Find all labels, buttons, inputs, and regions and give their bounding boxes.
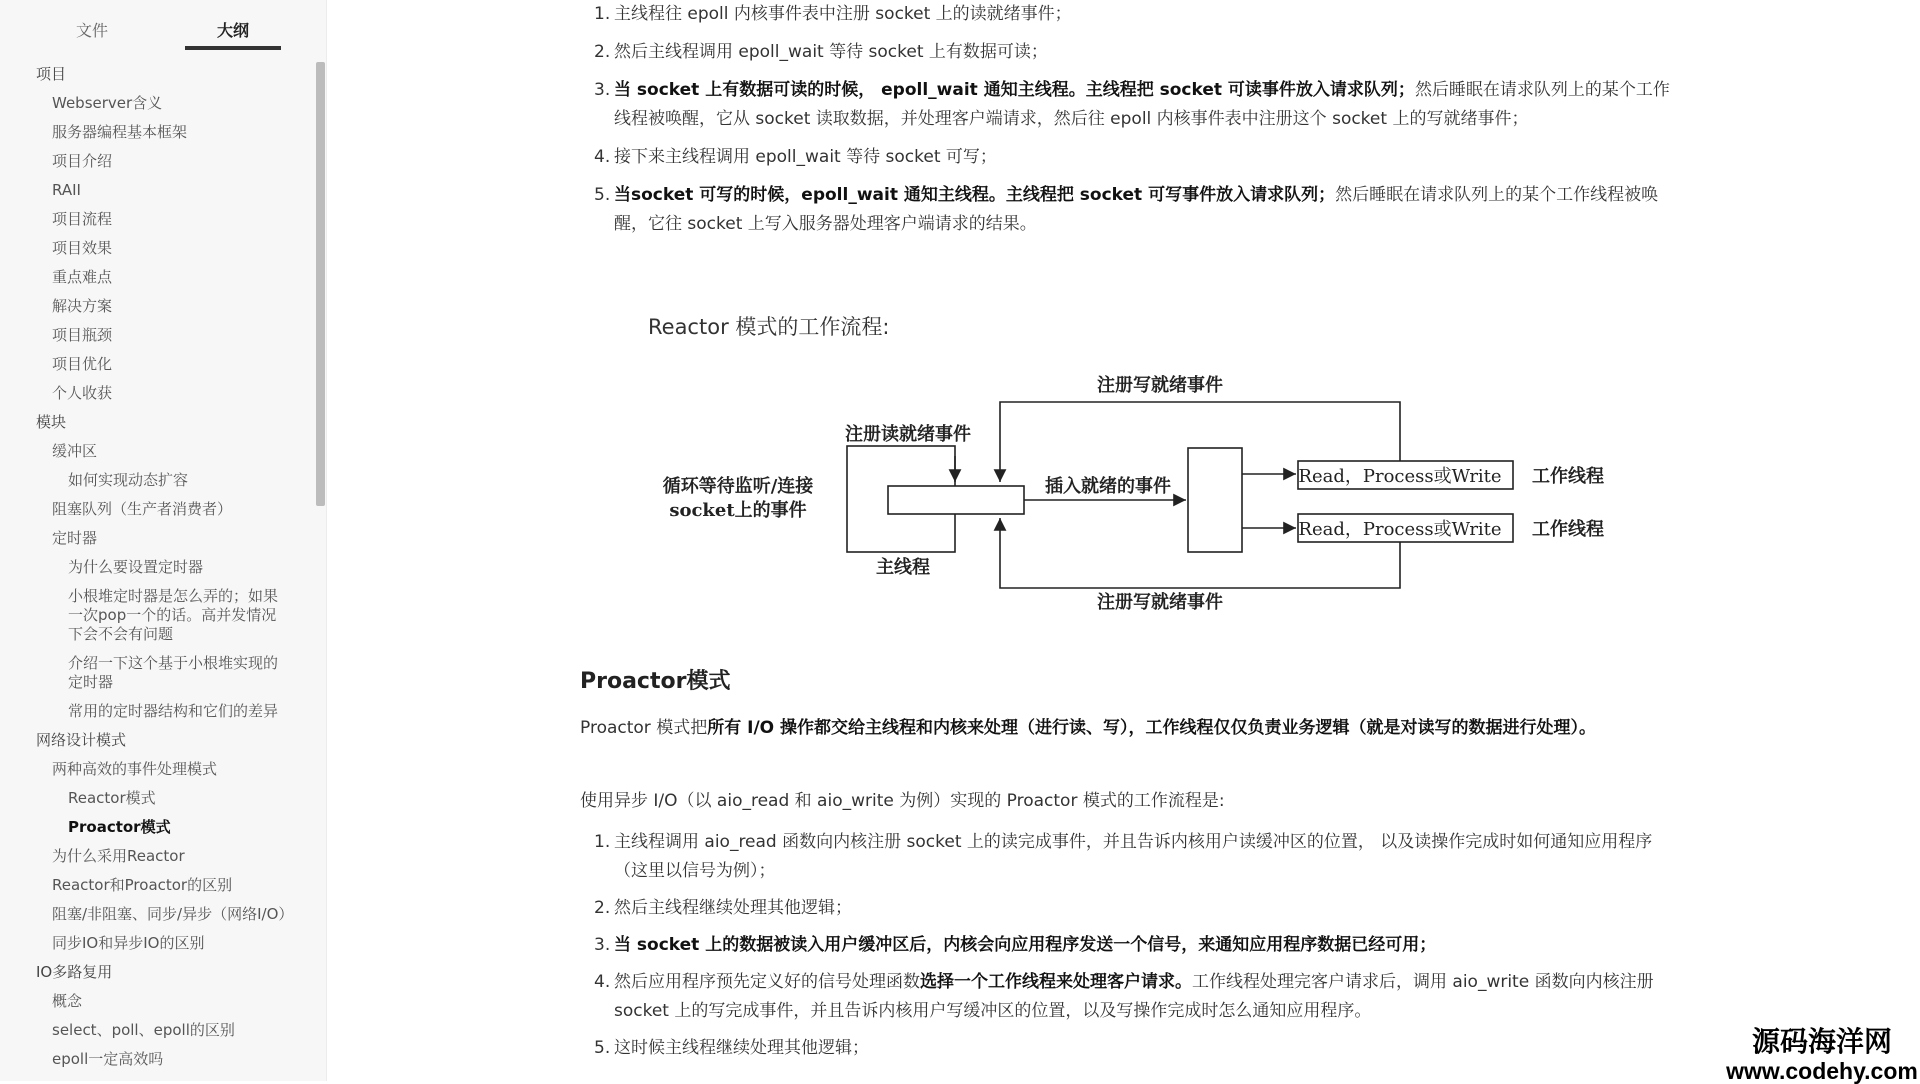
outline-list [0,60,310,1074]
outline-item[interactable]: select、poll、epoll的区别 [52,1021,235,1039]
bottom-label: 注册写就绪事件 [1097,592,1223,613]
list-item [578,968,1668,1026]
outline-item[interactable]: 两种高效的事件处理模式 [52,760,218,778]
outline-item[interactable]: 项目效果 [52,239,113,257]
list-item [578,894,1668,923]
intro-bold-text: 所有 I/O 操作都交给主线程和内核来处理（进行读、写），工作线程仅仅负责业务逻辑（就是对读写的数据进行处理）。 [707,718,1597,738]
worker-label-1: 工作线程 [1532,466,1604,487]
active-tab-indicator [185,46,281,50]
list-number: 5. [594,1038,611,1058]
list-item [578,76,1678,134]
top-label: 注册写就绪事件 [1097,375,1223,396]
outline-item[interactable]: 服务器编程基本框架 [52,123,188,141]
reactor-diagram [640,296,1640,641]
outline-item[interactable]: Webserver含义 [52,94,163,112]
outline-item[interactable]: 如何实现动态扩容 [68,471,189,489]
outline-item[interactable]: 小根堆定时器是怎么弄的；如果一次pop一个的话。高并发情况下会不会有问题 [68,587,279,643]
outline-item[interactable]: 为什么要设置定时器 [68,558,204,576]
list-item [578,181,1678,239]
outline-item[interactable]: 模块 [36,413,67,431]
list-text: 然后睡眠在请求队列上的某个工作线程被唤醒，它往 socket 上写入服务器处理客户端请求的结果。 [614,185,1659,234]
proactor-intro [580,714,1640,743]
outline-item[interactable]: 解决方案 [52,297,113,315]
diagram-caption: Reactor 模式的工作流程: [648,315,890,339]
outline-item[interactable]: 个人收获 [52,384,113,402]
outline-item[interactable]: 项目介绍 [52,152,113,170]
tab-files[interactable]: 文件 [75,21,108,40]
proactor-intro-2: 使用异步 I/O（以 aio_read 和 aio_write 为例）实现的 Proactor 模式的工作流程是: [580,791,1225,811]
worker-box-2-text: Read，Process或Write [1298,519,1502,540]
list-item [578,0,1678,29]
list-item [578,931,1668,960]
sidebar-scrollbar[interactable] [316,62,325,506]
list-number: 4. [594,972,611,992]
list-text: 然后主线程调用 epoll_wait 等待 socket 上有数据可读； [614,42,1048,62]
outline-item[interactable]: 常用的定时器结构和它们的差异 [68,702,279,720]
outline-item[interactable]: 为什么采用Reactor [52,847,185,865]
list-text: 接下来主线程调用 epoll_wait 等待 socket 可写； [614,147,997,167]
list-number: 1. [594,832,611,852]
worker-label-2: 工作线程 [1532,519,1604,540]
outline-item[interactable]: 网络设计模式 [36,731,127,749]
list-bold-text: 选择一个工作线程来处理客户请求。 [920,972,1192,992]
list-number: 2. [594,898,611,918]
list-text: 主线程调用 aio_read 函数向内核注册 socket 上的读完成事件，并且告诉内核用户读缓冲区的位置， 以及读操作完成时如何通知应用程序（这里以信号为例）； [614,832,1653,881]
list-bold-text: 当 socket 上有数据可读的时候， epoll_wait 通知主线程。主线程把 socket 可读事件放入请求队列； [614,80,1415,100]
outline-item[interactable]: Reactor和Proactor的区别 [52,876,233,894]
outline-item[interactable]: 阻塞队列（生产者消费者） [52,500,233,518]
outline-item[interactable]: 项目 [36,65,67,83]
list-item [578,1034,1668,1063]
outline-item[interactable]: 缓冲区 [52,442,98,460]
epoll-wait-box [888,486,1024,514]
main-thread-label: 主线程 [876,557,930,578]
list-bold-text: 当socket 可写的时候，epoll_wait 通知主线程。主线程把 socket 可写事件放入请求队列； [614,185,1336,205]
section-heading: Proactor模式 [580,669,731,694]
list-text: 主线程往 epoll 内核事件表中注册 socket 上的读就绪事件； [614,4,1072,24]
list-number: 2. [594,42,611,62]
list-number: 5. [594,185,611,205]
outline-item[interactable]: 概念 [52,992,83,1010]
list-bold-text: 当 socket 上的数据被读入用户缓冲区后，内核会向应用程序发送一个信号，来通知应用程序数据已经可用； [614,935,1437,955]
outline-item[interactable]: 项目优化 [52,355,113,373]
list-text: 然后睡眠在请求队列上的某个工作线程被唤醒，它从 socket 读取数据，并处理客户端请求，然后往 epoll 内核事件表中注册这个 socket 上的写就绪事件； [614,80,1670,129]
outline-item[interactable]: IO多路复用 [36,963,113,981]
list-number: 3. [594,935,611,955]
outline-item[interactable]: Reactor模式 [68,789,156,807]
outline-item[interactable]: epoll一定高效吗 [52,1050,164,1068]
outline-item[interactable]: 介绍一下这个基于小根堆实现的定时器 [68,654,279,691]
list-item [578,143,1678,172]
worker-box-1-text: Read，Process或Write [1298,466,1502,487]
outline-item[interactable]: 同步IO和异步IO的区别 [52,934,205,952]
proactor-steps [578,828,1668,1063]
outline-item[interactable]: 重点难点 [52,268,113,286]
reactor-diagram-svg [640,296,1640,641]
watermark-title: 源码海洋网 [1751,1025,1892,1058]
outline-item[interactable]: Proactor模式 [68,818,171,836]
reactor-steps [578,0,1678,239]
loop-label-1: 循环等待监听/连接 [662,476,814,497]
list-text: 然后主线程继续处理其他逻辑； [614,898,852,918]
outline-item[interactable]: 阻塞/非阻塞、同步/异步（网络I/O） [52,905,294,923]
watermark [1724,1026,1920,1084]
watermark-url: www.codehy.com [1726,1058,1918,1084]
list-item [578,828,1668,886]
loop-label-2: socket上的事件 [669,500,807,521]
request-queue-box [1188,448,1242,552]
list-text: 然后应用程序预先定义好的信号处理函数 [614,972,920,992]
outline-item[interactable]: 定时器 [52,529,98,547]
register-read-label: 注册读就绪事件 [845,424,971,445]
outline-item[interactable]: RAII [52,181,81,199]
list-number: 4. [594,147,611,167]
outline-item[interactable]: 项目瓶颈 [52,326,113,344]
outline-item[interactable]: 项目流程 [52,210,113,228]
list-text: 工作线程处理完客户请求后，调用 aio_write 函数向内核注册 socket 上的写完成事件，并且告诉内核用户写缓冲区的位置，以及写操作完成时怎么通知应用程序。 [614,972,1654,1021]
list-text: 这时候主线程继续处理其他逻辑； [614,1038,869,1058]
outline-sidebar [0,0,327,1081]
tab-outline[interactable]: 大纲 [216,21,249,40]
list-number: 3. [594,80,611,100]
list-item [578,38,1678,67]
sidebar-tabs [0,0,326,52]
intro-text: Proactor 模式把 [580,718,708,738]
list-number: 1. [594,4,611,24]
insert-event-label: 插入就绪的事件 [1045,476,1171,497]
